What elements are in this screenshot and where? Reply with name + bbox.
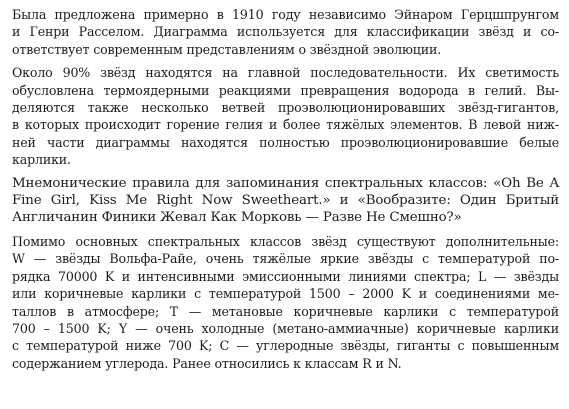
paragraph-mnemonics: [12, 175, 559, 227]
text-line: обусловлена термоядерными реакциями превращения водорода в гелий. Вы-: [12, 82, 559, 98]
paragraph-main-sequence: [12, 64, 559, 168]
text-line: и Генри Расселом. Диаграмма используется для классификации звёзд и со-: [12, 24, 559, 40]
text-line: в которых происходит горение гелия и более тяжёлых элементов. В левой ниж-: [12, 117, 559, 133]
text-line: рядка 70000 K и интенсивными эмиссионными линиями спектра; L — звёзды: [12, 268, 559, 284]
text-line: ответствует современным представлениям о звёздной эволюции.: [12, 41, 442, 57]
text-line: Мнемонические правила для запоминания спектральных классов: «Oh Be A: [12, 175, 559, 191]
text-line: 700 – 1500 K; Y — очень холодные (метано-аммиачные) коричневые карлики: [12, 320, 559, 336]
text-line: Англичанин Финики Жевал Как Морковь — Разве Не Смешно?»: [12, 210, 462, 226]
text-line: с температурой ниже 700 K; C — углеродные звёзды, гиганты с повышенным: [12, 338, 559, 354]
text-line: ней части диаграммы находятся полностью проэволюционировавшие белые: [12, 134, 559, 150]
text-line: W — звёзды Вольфа-Райе, очень тяжёлые яркие звёзды с температурой по-: [12, 251, 559, 267]
text-line: таллов в атмосфере; T — метановые коричневые карлики с температурой: [12, 303, 559, 319]
text-line: карлики.: [12, 152, 71, 168]
text-line: содержанием углерода. Ранее относились к классам R и N.: [12, 355, 402, 371]
text-line: деляются также несколько ветвей проэволюционировавших звёзд-гигантов,: [12, 100, 559, 116]
text-line: Fine Girl, Kiss Me Right Now Sweetheart.» и «Вообразите: Один Бритый: [12, 193, 559, 209]
text-line: Была предложена примерно в 1910 году независимо Эйнаром Герцшпрунгом: [12, 7, 559, 22]
text-line: Помимо основных спектральных классов звёзд существуют дополнительные:: [12, 233, 559, 249]
paragraph-additional-classes: [12, 233, 559, 372]
paragraph-history: [12, 6, 559, 58]
text-line: или коричневые карлики с температурой 1500 – 2000 K и соединениями ме-: [12, 286, 559, 302]
text-line: Около 90% звёзд находятся на главной последовательности. Их светимость: [12, 65, 559, 81]
